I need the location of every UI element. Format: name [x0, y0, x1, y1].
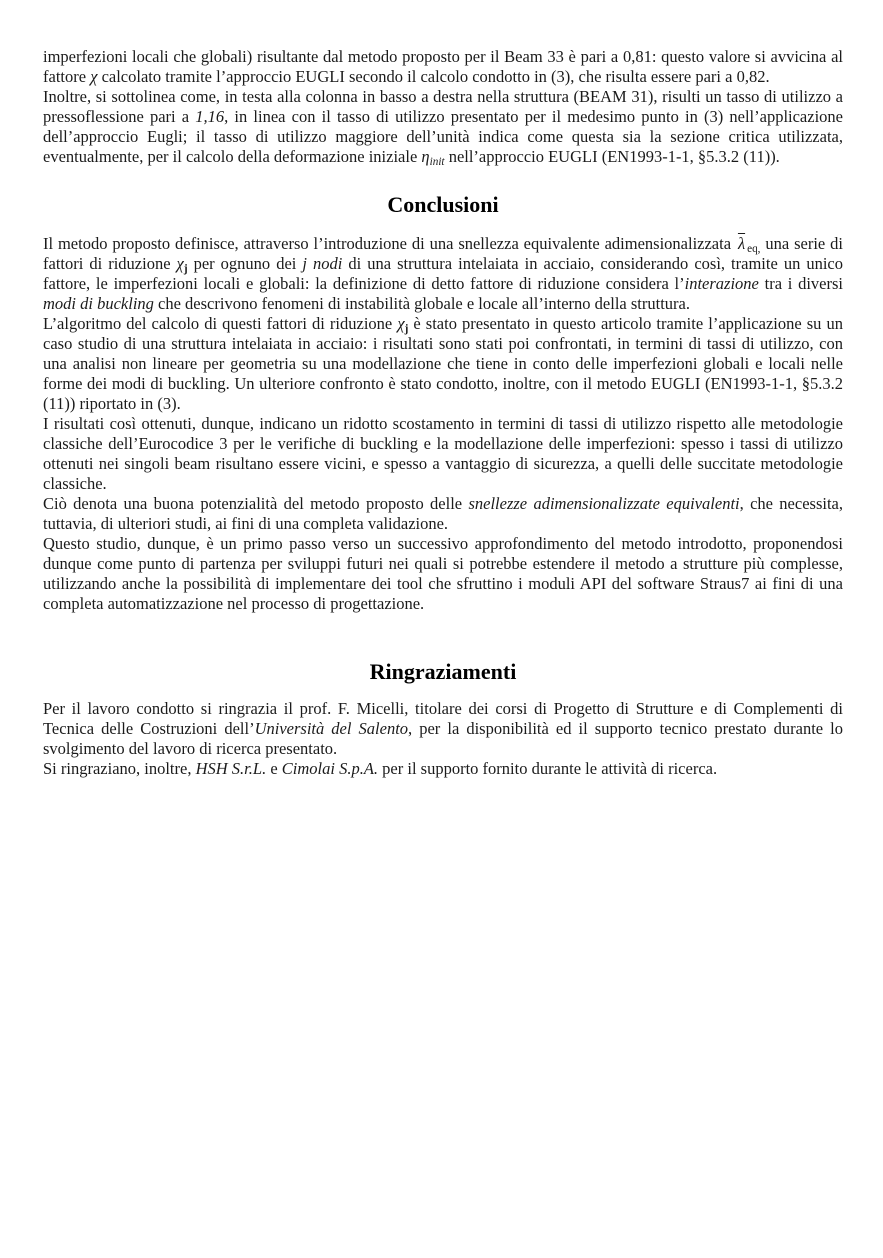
paragraph-intro-1: imperfezioni locali che globali) risultante dal metodo proposto per il Beam 33 è pari a 0,81: questo valore si avvicina al fattore χ calcolato tramite l’approccio EUGLI secondo il calcolo condotto in (3), che risulta essere pari a 0,82.: [43, 47, 843, 86]
paragraph-conclusions-1: Il metodo proposto definisce, attraverso l’introduzione di una snellezza equivalente adimensionalizzata $\overline{\lambda}$ $_{eq,}$ una serie di fattori di riduzione $\chi_j$ per ognuno dei j nodi di una struttura intelaiata in acciaio, considerando così, tramite un unico fattore, le imperfezioni locali e globali: la definizione di detto fattore di riduzione considera l’interazione tra i diversi modi di buckling che descrivono fenomeni di instabilità globale e locale all’interno della struttura.: [43, 234, 843, 313]
paragraph-intro-2: Inoltre, si sottolinea come, in testa alla colonna in basso a destra nella struttura (BEAM 31), risulti un tasso di utilizzo a pressoflessione pari a 1,16, in linea con il tasso di utilizzo presentato per il medesimo punto in (3) nell’applicazione dell’approccio Eugli; il tasso di utilizzo maggiore dell’unità indica come questa sia la sezione critica utilizzata, eventualmente, per il calcolo della deformazione iniziale $\eta_{init}$ nell’approccio EUGLI (EN1993-1-1, §5.3.2 (11)).: [43, 87, 843, 169]
paragraph-ack-2: Si ringraziano, inoltre, HSH S.r.L. e Cimolai S.p.A. per il supporto fornito durante le attività di ricerca.: [43, 759, 718, 778]
paragraph-conclusions-3: I risultati così ottenuti, dunque, indicano un ridotto scostamento in termini di tassi di utilizzo rispetto alle metodologie classiche dell’Eurocodice 3 per le verifiche di buckling e la modellazione delle imperfezioni: spesso i tassi di utilizzo ottenuti nei singoli beam risultano essere vicini, e spesso a vantaggio di sicurezza, a quelli delle succitate metodologie classiche.: [43, 414, 843, 493]
section-heading-acknowledgements: Ringraziamenti: [369, 659, 517, 684]
paragraph-conclusions-5: Questo studio, dunque, è un primo passo verso un successivo approfondimento del metodo introdotto, proponendosi dunque come punto di partenza per sviluppi futuri nei quali si potrebbe estendere il metodo a strutture più complesse, utilizzando anche la possibilità di implementare dei tool che sfruttino i moduli API del software Straus7 ai fini di una completa automatizzazione nel processo di progettazione.: [43, 534, 843, 613]
conclusions-paragraphs: [43, 234, 843, 614]
paragraph-ack-1: Per il lavoro condotto si ringrazia il prof. F. Micelli, titolare dei corsi di Progetto di Strutture e di Complementi di Tecnica delle Costruzioni dell’Università del Salento, per la disponibilità ed il supporto tecnico prestato durante lo svolgimento del lavoro di ricerca presentato.: [43, 699, 844, 758]
paragraph-conclusions-4: Ciò denota una buona potenzialità del metodo proposto delle snellezze adimensionalizzate equivalenti, che necessita, tuttavia, di ulteriori studi, ai fini di una completa validazione.: [43, 494, 843, 533]
intro-paragraphs: [43, 47, 843, 167]
acknowledgements-paragraphs: [43, 699, 843, 779]
section-heading-conclusions: Conclusioni: [387, 192, 499, 217]
paragraph-conclusions-2: L’algoritmo del calcolo di questi fattori di riduzione $\chi_j$ è stato presentato in questo articolo tramite l’applicazione su un caso studio di una struttura intelaiata in acciaio: i risultati sono stati poi confrontati, in termini di tassi di utilizzo, con una analisi non lineare per geometria su una modellazione che tiene in conto delle imperfezioni globali e locali nelle forme dei modi di buckling. Un ulteriore confronto è stato condotto, inoltre, con il metodo EUGLI (EN1993-1-1, §5.3.2 (11)) riportato in (3).: [43, 314, 844, 413]
